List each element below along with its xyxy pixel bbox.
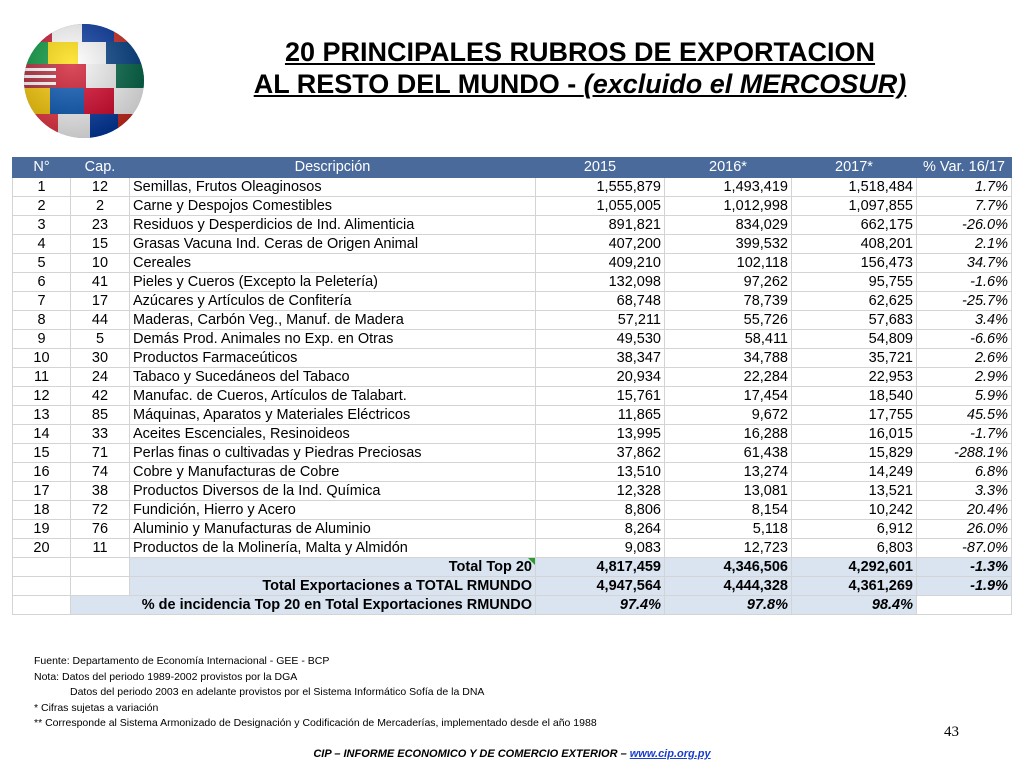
- title-line-2-italic: (excluido el MERCOSUR): [583, 69, 907, 99]
- cell-2015: 57,211: [536, 311, 665, 330]
- note-nota: Nota: Datos del periodo 1989-2002 provistos por la DGA: [34, 670, 298, 683]
- note-nota-2: Datos del periodo 2003 en adelante provistos por el Sistema Informático Sofía de la DNA: [70, 686, 485, 698]
- note-asterisk-1: * Cifras sujetas a variación: [34, 701, 159, 714]
- cell-2017: 95,755: [792, 273, 917, 292]
- cell-2015: 13,510: [536, 463, 665, 482]
- cell-cap: 72: [71, 501, 130, 520]
- cell-2015: 68,748: [536, 292, 665, 311]
- cell-2015: 132,098: [536, 273, 665, 292]
- cell-descripcion: Productos de la Molinería, Malta y Almidón: [130, 539, 536, 558]
- cell-2016: 102,118: [665, 254, 792, 273]
- cell-2017: 57,683: [792, 311, 917, 330]
- incidencia-row: [13, 596, 1012, 615]
- cell-descripcion: Tabaco y Sucedáneos del Tabaco: [130, 368, 536, 387]
- cell-descripcion: Grasas Vacuna Ind. Ceras de Origen Animal: [130, 235, 536, 254]
- cell-2015: 1,555,879: [536, 178, 665, 197]
- total-exports-2015: 4,947,564: [536, 577, 665, 596]
- cell-2017: 62,625: [792, 292, 917, 311]
- cell-n: 5: [13, 254, 71, 273]
- total-top20-2017: 4,292,601: [792, 558, 917, 577]
- cell-2015: 9,083: [536, 539, 665, 558]
- cell-cap: 42: [71, 387, 130, 406]
- cell-2015: 38,347: [536, 349, 665, 368]
- cell-2015: 8,264: [536, 520, 665, 539]
- incidencia-label: % de incidencia Top 20 en Total Exportaciones RMUNDO: [71, 596, 536, 615]
- cell-descripcion: Residuos y Desperdicios de Ind. Alimenticia: [130, 216, 536, 235]
- cell-2015: 13,995: [536, 425, 665, 444]
- table-row: [13, 216, 1012, 235]
- cell-n: 9: [13, 330, 71, 349]
- cell-2016: 1,012,998: [665, 197, 792, 216]
- cell-2016: 22,284: [665, 368, 792, 387]
- cell-descripcion: Demás Prod. Animales no Exp. en Otras: [130, 330, 536, 349]
- cell-cap: 44: [71, 311, 130, 330]
- cell-2017: 10,242: [792, 501, 917, 520]
- cell-var: -288.1%: [917, 444, 1012, 463]
- footer: [0, 748, 1024, 760]
- cell-2015: 409,210: [536, 254, 665, 273]
- table-row: [13, 330, 1012, 349]
- flags-globe-logo: [22, 22, 146, 140]
- table-row: [13, 273, 1012, 292]
- title-line-1: 20 PRINCIPALES RUBROS DE EXPORTACION: [284, 37, 876, 67]
- cell-n: 4: [13, 235, 71, 254]
- cell-var: -1.6%: [917, 273, 1012, 292]
- cell-n: 12: [13, 387, 71, 406]
- cell-var: 3.4%: [917, 311, 1012, 330]
- cell-var: 45.5%: [917, 406, 1012, 425]
- cell-cap: 2: [71, 197, 130, 216]
- cell-2015: 15,761: [536, 387, 665, 406]
- cell-2017: 54,809: [792, 330, 917, 349]
- cell-2017: 1,097,855: [792, 197, 917, 216]
- cell-var: 20.4%: [917, 501, 1012, 520]
- table-row: [13, 387, 1012, 406]
- header-2016: 2016*: [665, 158, 792, 178]
- cell-2016: 34,788: [665, 349, 792, 368]
- footer-link[interactable]: www.cip.org.py: [629, 748, 711, 760]
- cell-descripcion: Manufac. de Cueros, Artículos de Talabart.: [130, 387, 536, 406]
- cell-n: 11: [13, 368, 71, 387]
- header-n: N°: [13, 158, 71, 178]
- cell-descripcion: Azúcares y Artículos de Confitería: [130, 292, 536, 311]
- cell-n: 6: [13, 273, 71, 292]
- total-top20-var: -1.3%: [917, 558, 1012, 577]
- cell-n: 20: [13, 539, 71, 558]
- cell-n: 3: [13, 216, 71, 235]
- cell-descripcion: Aceites Escenciales, Resinoideos: [130, 425, 536, 444]
- cell-n: 2: [13, 197, 71, 216]
- cell-n: 16: [13, 463, 71, 482]
- cell-2017: 15,829: [792, 444, 917, 463]
- total-top20-label: Total Top 20: [130, 558, 536, 577]
- cell-n: 7: [13, 292, 71, 311]
- cell-cap: 41: [71, 273, 130, 292]
- cell-descripcion: Cobre y Manufacturas de Cobre: [130, 463, 536, 482]
- incidencia-2017: 98.4%: [792, 596, 917, 615]
- header-2017: 2017*: [792, 158, 917, 178]
- cell-cap: 33: [71, 425, 130, 444]
- cell-var: 2.1%: [917, 235, 1012, 254]
- cell-cap: 11: [71, 539, 130, 558]
- cell-cap: 30: [71, 349, 130, 368]
- cell-descripcion: Maderas, Carbón Veg., Manuf. de Madera: [130, 311, 536, 330]
- cell-2017: 22,953: [792, 368, 917, 387]
- cell-cap: 12: [71, 178, 130, 197]
- cell-descripcion: Productos Diversos de la Ind. Química: [130, 482, 536, 501]
- cell-n: 13: [13, 406, 71, 425]
- cell-2016: 12,723: [665, 539, 792, 558]
- table-row: [13, 235, 1012, 254]
- cell-var: 2.6%: [917, 349, 1012, 368]
- cell-n: 14: [13, 425, 71, 444]
- cell-n: 19: [13, 520, 71, 539]
- total-exports-row: [13, 577, 1012, 596]
- total-top20-2015: 4,817,459: [536, 558, 665, 577]
- exports-table: [12, 157, 1012, 615]
- table-row: [13, 311, 1012, 330]
- cell-2017: 156,473: [792, 254, 917, 273]
- cell-2017: 35,721: [792, 349, 917, 368]
- table-row: [13, 444, 1012, 463]
- cell-2017: 662,175: [792, 216, 917, 235]
- cell-2017: 18,540: [792, 387, 917, 406]
- cell-2016: 16,288: [665, 425, 792, 444]
- cell-2016: 17,454: [665, 387, 792, 406]
- header-var: % Var. 16/17: [917, 158, 1012, 178]
- cell-descripcion: Máquinas, Aparatos y Materiales Eléctricos: [130, 406, 536, 425]
- cell-2016: 78,739: [665, 292, 792, 311]
- table-row: [13, 197, 1012, 216]
- cell-2015: 20,934: [536, 368, 665, 387]
- cell-n: 10: [13, 349, 71, 368]
- table-row: [13, 425, 1012, 444]
- cell-descripcion: Perlas finas o cultivadas y Piedras Preciosas: [130, 444, 536, 463]
- cell-2016: 55,726: [665, 311, 792, 330]
- header-2015: 2015: [536, 158, 665, 178]
- cell-var: 2.9%: [917, 368, 1012, 387]
- cell-var: 6.8%: [917, 463, 1012, 482]
- cell-2016: 13,274: [665, 463, 792, 482]
- cell-var: 26.0%: [917, 520, 1012, 539]
- note-asterisk-2: ** Corresponde al Sistema Armonizado de Designación y Codificación de Mercaderías, implementado desde el año 1988: [34, 717, 597, 729]
- table-row: [13, 501, 1012, 520]
- cell-var: -25.7%: [917, 292, 1012, 311]
- cell-var: -6.6%: [917, 330, 1012, 349]
- cell-2015: 8,806: [536, 501, 665, 520]
- cell-2015: 12,328: [536, 482, 665, 501]
- cell-cap: 23: [71, 216, 130, 235]
- cell-cap: 17: [71, 292, 130, 311]
- cell-cap: 15: [71, 235, 130, 254]
- note-fuente: Fuente: Departamento de Economía Internacional - GEE - BCP: [34, 655, 330, 667]
- cell-2016: 13,081: [665, 482, 792, 501]
- total-top20-2016: 4,346,506: [665, 558, 792, 577]
- cell-n: 17: [13, 482, 71, 501]
- page-number: 43: [944, 724, 959, 740]
- cell-2015: 1,055,005: [536, 197, 665, 216]
- total-exports-2017: 4,361,269: [792, 577, 917, 596]
- incidencia-2016: 97.8%: [665, 596, 792, 615]
- footer-text: CIP – INFORME ECONOMICO Y DE COMERCIO EXTERIOR –: [313, 748, 630, 760]
- cell-var: 7.7%: [917, 197, 1012, 216]
- cell-2017: 13,521: [792, 482, 917, 501]
- footnotes: [34, 654, 597, 732]
- page-title: [160, 36, 1000, 100]
- cell-2015: 891,821: [536, 216, 665, 235]
- cell-2015: 11,865: [536, 406, 665, 425]
- table-row: [13, 254, 1012, 273]
- cell-n: 1: [13, 178, 71, 197]
- cell-var: 1.7%: [917, 178, 1012, 197]
- cell-2016: 834,029: [665, 216, 792, 235]
- header-cap: Cap.: [71, 158, 130, 178]
- total-exports-2016: 4,444,328: [665, 577, 792, 596]
- cell-var: -26.0%: [917, 216, 1012, 235]
- cell-cap: 74: [71, 463, 130, 482]
- cell-2015: 49,530: [536, 330, 665, 349]
- header-descripcion: Descripción: [130, 158, 536, 178]
- cell-n: 18: [13, 501, 71, 520]
- cell-cap: 38: [71, 482, 130, 501]
- cell-cap: 76: [71, 520, 130, 539]
- table-row: [13, 349, 1012, 368]
- cell-var: 5.9%: [917, 387, 1012, 406]
- cell-descripcion: Fundición, Hierro y Acero: [130, 501, 536, 520]
- cell-n: 15: [13, 444, 71, 463]
- cell-descripcion: Productos Farmaceúticos: [130, 349, 536, 368]
- table-row: [13, 368, 1012, 387]
- cell-2016: 58,411: [665, 330, 792, 349]
- cell-2016: 399,532: [665, 235, 792, 254]
- table-row: [13, 482, 1012, 501]
- cell-2016: 97,262: [665, 273, 792, 292]
- cell-cap: 71: [71, 444, 130, 463]
- table-row: [13, 463, 1012, 482]
- cell-2017: 14,249: [792, 463, 917, 482]
- cell-2017: 16,015: [792, 425, 917, 444]
- cell-descripcion: Semillas, Frutos Oleaginosos: [130, 178, 536, 197]
- cell-descripcion: Cereales: [130, 254, 536, 273]
- cell-2017: 6,803: [792, 539, 917, 558]
- cell-2016: 8,154: [665, 501, 792, 520]
- cell-descripcion: Aluminio y Manufacturas de Aluminio: [130, 520, 536, 539]
- cell-var: 34.7%: [917, 254, 1012, 273]
- table-row: [13, 406, 1012, 425]
- table-row: [13, 178, 1012, 197]
- cell-2017: 1,518,484: [792, 178, 917, 197]
- cell-2016: 61,438: [665, 444, 792, 463]
- cell-cap: 85: [71, 406, 130, 425]
- table-row: [13, 520, 1012, 539]
- cell-descripcion: Carne y Despojos Comestibles: [130, 197, 536, 216]
- cell-2017: 17,755: [792, 406, 917, 425]
- cell-n: 8: [13, 311, 71, 330]
- cell-2015: 37,862: [536, 444, 665, 463]
- table-header-row: [13, 158, 1012, 178]
- total-exports-label: Total Exportaciones a TOTAL RMUNDO: [130, 577, 536, 596]
- cell-var: -1.7%: [917, 425, 1012, 444]
- total-top20-row: [13, 558, 1012, 577]
- title-line-2-main: AL RESTO DEL MUNDO -: [253, 69, 584, 99]
- cell-descripcion: Pieles y Cueros (Excepto la Peletería): [130, 273, 536, 292]
- table-row: [13, 292, 1012, 311]
- cell-2016: 5,118: [665, 520, 792, 539]
- cell-2017: 6,912: [792, 520, 917, 539]
- cell-cap: 24: [71, 368, 130, 387]
- cell-2016: 9,672: [665, 406, 792, 425]
- total-exports-var: -1.9%: [917, 577, 1012, 596]
- cell-var: 3.3%: [917, 482, 1012, 501]
- cell-cap: 10: [71, 254, 130, 273]
- cell-2015: 407,200: [536, 235, 665, 254]
- cell-var: -87.0%: [917, 539, 1012, 558]
- cell-2017: 408,201: [792, 235, 917, 254]
- title-line-2: [160, 68, 1000, 100]
- incidencia-2015: 97.4%: [536, 596, 665, 615]
- cell-2016: 1,493,419: [665, 178, 792, 197]
- table-row: [13, 539, 1012, 558]
- cell-cap: 5: [71, 330, 130, 349]
